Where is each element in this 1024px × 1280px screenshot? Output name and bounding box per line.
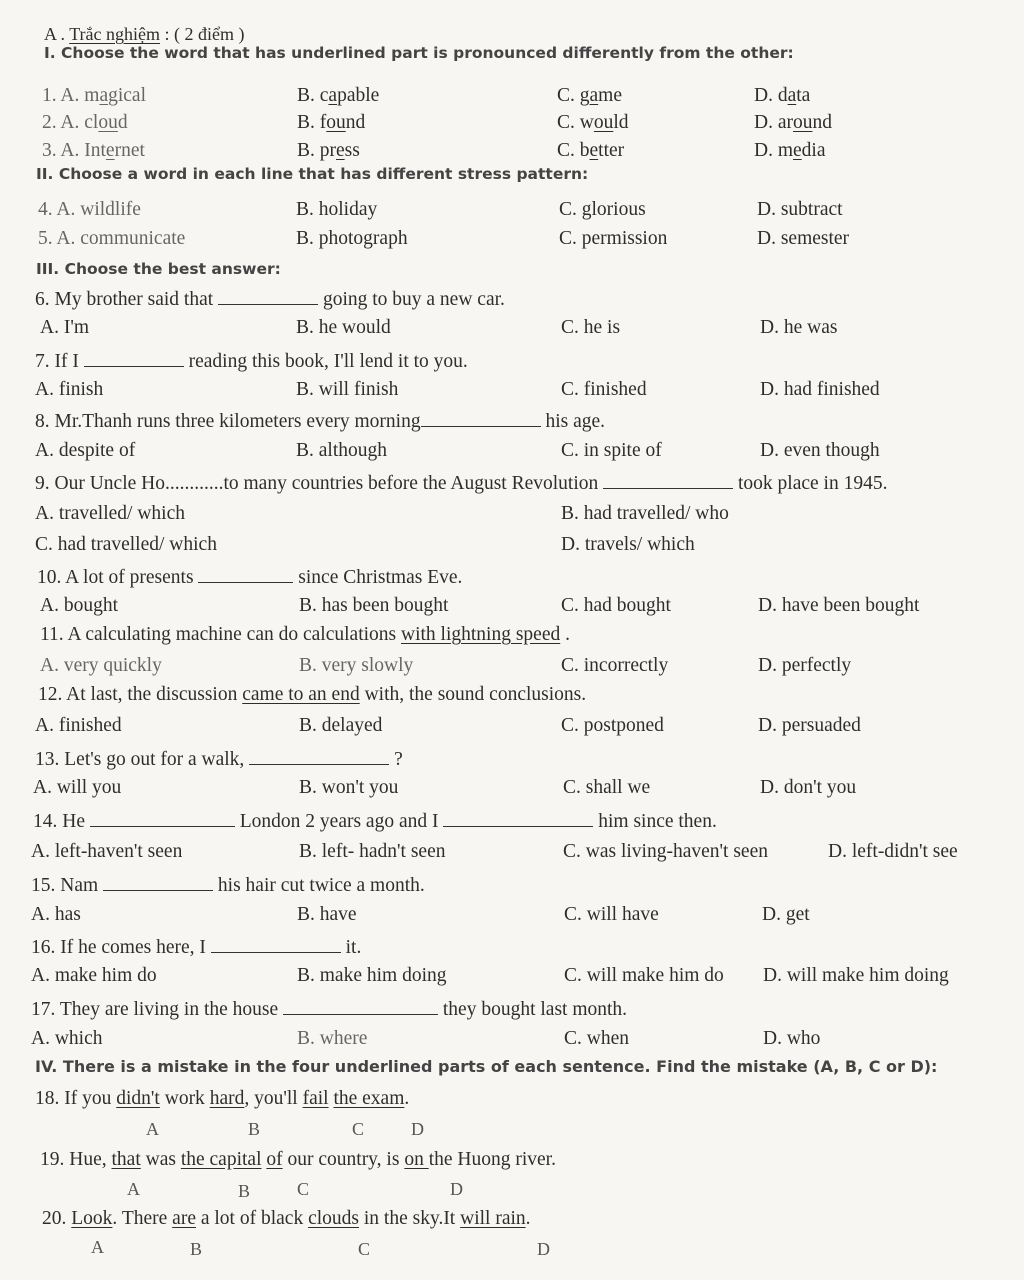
option-b: B. has been bought — [299, 595, 449, 616]
question-18-sentence: 18. If you didn't work hard, you'll fail the exam. — [35, 1088, 410, 1109]
option-b: B. press — [297, 140, 360, 161]
option-a: A. finish — [35, 379, 104, 400]
option-c: C. had bought — [561, 595, 671, 616]
option-d: D. will make him doing — [763, 965, 949, 986]
option-b: B. photograph — [296, 228, 408, 249]
q19-label-a: A — [127, 1179, 140, 1199]
option-c: C. shall we — [563, 777, 651, 798]
option-b: B. won't you — [299, 777, 399, 798]
question-17-stem: 17. They are living in the house they bought last month. — [31, 996, 627, 1022]
option-c: C. game — [557, 85, 622, 106]
section-1-heading: I. Choose the word that has underlined part is pronounced differently from the other: — [44, 44, 794, 62]
option-c: C. will make him do — [564, 965, 724, 986]
option-a: A. very quickly — [40, 655, 162, 676]
option-d: D. have been bought — [758, 595, 920, 616]
option-d: D. around — [754, 112, 832, 133]
question-16-stem: 16. If he comes here, I it. — [31, 934, 361, 960]
part-label: A . — [44, 24, 70, 44]
option-c: C. permission — [559, 228, 668, 249]
option-a: A. I'm — [40, 317, 90, 338]
option-b: B. where — [297, 1028, 368, 1049]
option-c: C. finished — [561, 379, 647, 400]
option-b: B. make him doing — [297, 965, 447, 986]
question-6-stem: 6. My brother said that going to buy a new car. — [35, 286, 505, 312]
option-b: B. delayed — [299, 715, 383, 736]
option-c: C. incorrectly — [561, 655, 669, 676]
option-b: B. holiday — [296, 199, 378, 220]
option-c: C. was living-haven't seen — [563, 841, 768, 862]
question-7-stem: 7. If I reading this book, I'll lend it to you. — [35, 348, 468, 374]
option-b: B. he would — [296, 317, 391, 338]
question-19-sentence: 19. Hue, that was the capital of our country, is on the Huong river. — [40, 1149, 556, 1170]
part-title: Trắc nghiệm — [69, 24, 161, 44]
q20-label-c: C — [358, 1239, 371, 1259]
q20-label-a: A — [91, 1237, 104, 1257]
option-d: D. had finished — [760, 379, 880, 400]
question-14-stem: 14. He London 2 years ago and I him since then. — [33, 808, 717, 834]
option-d: D. subtract — [757, 199, 843, 220]
question-13-stem: 13. Let's go out for a walk, ? — [35, 746, 403, 772]
option-a: A. left-haven't seen — [31, 841, 183, 862]
q19-label-d: D — [450, 1179, 463, 1199]
option-b: B. will finish — [296, 379, 399, 400]
option-b: B. although — [296, 440, 387, 461]
question-20-sentence: 20. Look. There are a lot of black clouds in the sky.It will rain. — [42, 1208, 531, 1229]
option-d: D. media — [754, 140, 826, 161]
q18-label-a: A — [146, 1119, 159, 1139]
option-d: D. get — [762, 904, 810, 925]
question-15-stem: 15. Nam his hair cut twice a month. — [31, 872, 425, 898]
q18-label-c: C — [352, 1119, 365, 1139]
q18-label-b: B — [248, 1119, 261, 1139]
option-a: 5. A. communicate — [38, 228, 186, 249]
option-d: D. travels/ which — [561, 534, 695, 555]
question-8-stem: 8. Mr.Thanh runs three kilometers every morning his age. — [35, 408, 605, 434]
option-d: D. data — [754, 85, 811, 106]
q18-label-d: D — [411, 1119, 424, 1139]
q19-label-b: B — [238, 1181, 251, 1201]
option-d: D. even though — [760, 440, 880, 461]
option-c: C. would — [557, 112, 629, 133]
option-a: A. despite of — [35, 440, 136, 461]
option-a: 1. A. magical — [42, 85, 146, 106]
part-points: : ( 2 điểm ) — [160, 24, 245, 44]
option-a: A. will you — [33, 777, 122, 798]
option-c: C. had travelled/ which — [35, 534, 217, 555]
question-12-stem: 12. At last, the discussion came to an end with, the sound conclusions. — [38, 684, 587, 705]
option-c: C. he is — [561, 317, 621, 338]
question-11-stem: 11. A calculating machine can do calculations with lightning speed . — [40, 624, 570, 645]
option-d: D. he was — [760, 317, 838, 338]
option-a: A. bought — [40, 595, 118, 616]
option-a: A. finished — [35, 715, 122, 736]
option-c: C. when — [564, 1028, 629, 1049]
option-c: C. glorious — [559, 199, 646, 220]
option-a: A. which — [31, 1028, 103, 1049]
option-a: A. has — [31, 904, 81, 925]
question-10-stem: 10. A lot of presents since Christmas Eve. — [37, 564, 462, 590]
option-a: 4. A. wildlife — [38, 199, 141, 220]
option-a: 2. A. cloud — [42, 112, 128, 133]
q19-label-c: C — [297, 1179, 310, 1199]
option-a: A. travelled/ which — [35, 503, 185, 524]
option-a: A. make him do — [31, 965, 157, 986]
question-9-stem: 9. Our Uncle Ho............to many countries before the August Revolution took place in 1945. — [35, 470, 887, 496]
option-b: B. have — [297, 904, 357, 925]
option-b: B. found — [297, 112, 366, 133]
option-c: C. will have — [564, 904, 659, 925]
option-b: B. capable — [297, 85, 380, 106]
option-b: B. had travelled/ who — [561, 503, 729, 524]
option-c: C. in spite of — [561, 440, 662, 461]
q20-label-d: D — [537, 1239, 550, 1259]
option-c: C. postponed — [561, 715, 664, 736]
section-3-heading: III. Choose the best answer: — [36, 260, 281, 278]
option-b: B. left- hadn't seen — [299, 841, 446, 862]
section-4-heading: IV. There is a mistake in the four underlined parts of each sentence. Find the mistake (A, B, C or D): — [35, 1057, 938, 1076]
option-d: D. who — [763, 1028, 821, 1049]
option-d: D. semester — [757, 228, 850, 249]
option-d: D. left-didn't see — [828, 841, 958, 862]
q20-label-b: B — [190, 1239, 203, 1259]
option-c: C. better — [557, 140, 625, 161]
section-2-heading: II. Choose a word in each line that has different stress pattern: — [36, 165, 589, 183]
option-d: D. don't you — [760, 777, 857, 798]
option-b: B. very slowly — [299, 655, 414, 676]
option-d: D. persuaded — [758, 715, 861, 736]
option-a: 3. A. Internet — [42, 140, 145, 161]
option-d: D. perfectly — [758, 655, 852, 676]
